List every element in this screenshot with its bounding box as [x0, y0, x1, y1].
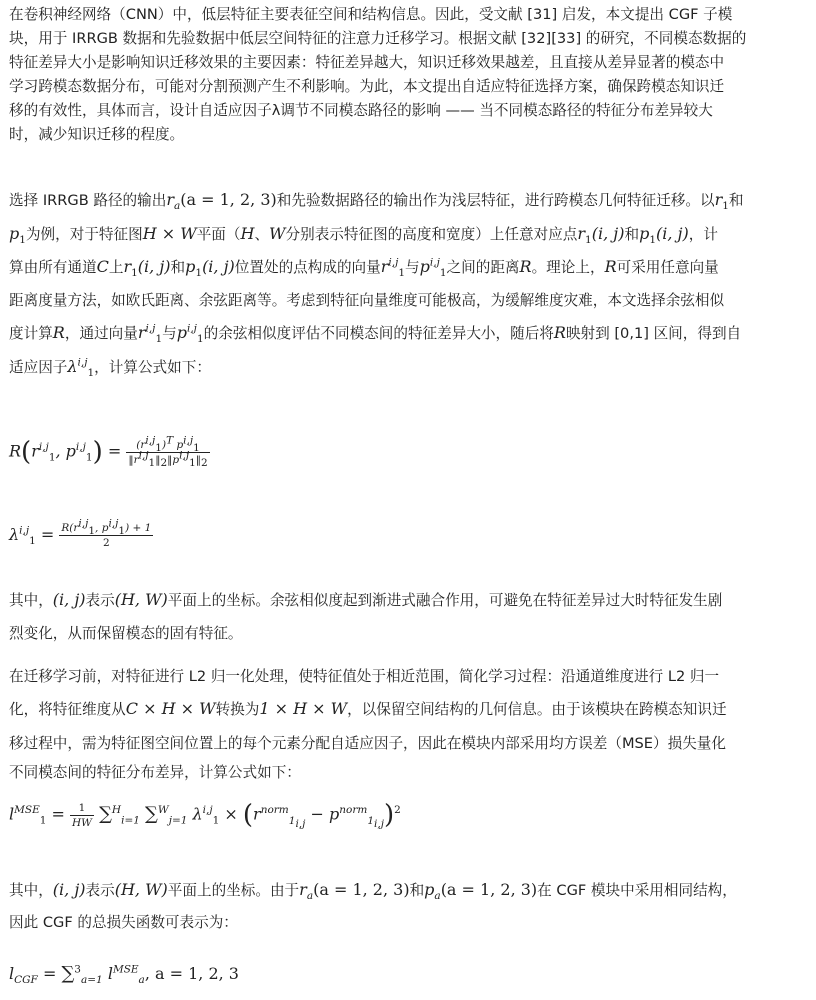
paragraph-intro — [9, 3, 805, 147]
paragraph-feature-selection — [9, 184, 805, 385]
math-inline: $r_1$ — [714, 190, 729, 213]
text-line: 在卷积神经网络（CNN）中，低层特征主要表征空间和结构信息。因此，受文献 [31] 启发，本文提出 CGF 子模 — [9, 6, 733, 23]
text-line: 特征差异大小是影响知识迁移效果的主要因素：特征差异越大，知识迁移效果越差，且直接从差异显著的模态中 — [9, 54, 725, 71]
text-line: 其中，(i, j)表示(H, W)平面上的坐标。余弦相似度起到渐进式融合作用，可避免在特征差异过大时特征发生剧 — [9, 590, 723, 609]
text-line: 烈变化，从而保留模态的固有特征。 — [9, 624, 243, 642]
text-line: 度计算R，通过向量$r^{i,j}_1$与$p^{i,j}_1$的余弦相似度评估不同模态间的特征差异大小，随后将R映射到 [0,1] 区间，得到自 — [9, 323, 742, 346]
math-inline: $r_1(i$, j) — [577, 223, 625, 246]
math-inline: $p_1(i$, j) — [639, 223, 689, 246]
equation-adaptive-factor: $\lambda^{i,j}_1$ = $\frac{R(r^{i,j}_1, p^{i,j}_1) + 1}{2}$ — [9, 517, 152, 549]
math-inline: R — [519, 257, 532, 277]
paragraph-coordinates-note — [9, 584, 805, 650]
text-line: 其中，(i, j)表示(H, W)平面上的坐标。由于$r_a(a = 1$, 2, 3)和$p_a(a = 1$, 2, 3)在 CGF 模块中采用相同结构， — [9, 880, 737, 903]
text-line: 在迁移学习前，对特征进行 L2 归一化处理，使特征值处于相近范围，简化学习过程：沿通道维度进行 L2 归一 — [9, 668, 720, 685]
paragraph-l2-normalization — [9, 662, 805, 785]
math-inline: $p_1(i$, j) — [185, 257, 235, 280]
text-line: 距离度量方法，如欧氏距离、余弦距离等。考虑到特征向量维度可能极高，为缓解维度灾难，本文选择余弦相似 — [9, 291, 725, 309]
text-line: 算由所有通道C上$r_1(i$, j)和$p_1(i$, j)位置处的点构成的向量$r^{i,j}_1$与$p^{i,j}_1$之间的距离R。理论上，R可采用任意向量 — [9, 256, 719, 280]
math-inline: (i, j) — [52, 590, 86, 609]
math-inline: R — [604, 257, 617, 277]
text-line: 因此 CGF 的总损失函数可表示为： — [9, 914, 238, 931]
math-inline: (i, j) — [52, 880, 86, 899]
math-inline: H — [240, 223, 255, 243]
math-inline: $p_a(a = 1$, 2, 3) — [424, 880, 538, 903]
math-inline: $r^{i,j}_1$ — [137, 323, 163, 346]
math-inline: (H, W) — [114, 590, 168, 609]
text-line: $p_1$为例，对于特征图H × W平面（H、W分别表示特征图的高度和宽度）上任意对应点$r_1(i$, j)和$p_1(i$, j)，计 — [9, 223, 718, 246]
math-inline: H × W — [142, 223, 197, 243]
text-line: 移的有效性，具体而言，设计自适应因子λ调节不同模态路径的影响 —— 当不同模态路径的特征分布差异较大 — [9, 102, 713, 119]
math-inline: (H, W) — [114, 880, 168, 899]
math-inline: R — [553, 323, 566, 343]
text-line: 化，将特征维度从C × H × W转换为1 × H × W，以保留空间结构的几何信息。由于该模块在跨模态知识迁 — [9, 699, 727, 718]
math-inline: $r_a(a = 1$, 2, 3) — [166, 190, 277, 213]
math-inline: $r_a(a = 1$, 2, 3) — [299, 880, 410, 903]
text-line: 学习跨模态数据分布，可能对分割预测产生不利影响。为此，本文提出自适应特征选择方案，确保跨模态知识迁 — [9, 78, 725, 95]
text-line: 移过程中，需为特征图空间位置上的每个元素分配自适应因子，因此在模块内部采用均方误差（MSE）损失量化 — [9, 735, 726, 752]
math-inline: $p_1$ — [9, 223, 26, 246]
paragraph-total-loss — [9, 873, 805, 938]
math-inline: $r^{i,j}_1$ — [380, 256, 406, 280]
math-inline: R — [52, 323, 65, 343]
math-inline: $p^{i,j}_1$ — [176, 323, 204, 346]
text-line: 选择 IRRGB 路径的输出$r_a(a = 1$, 2, 3)和先验数据路径的输出作为浅层特征，进行跨模态几何特征迁移。以$r_1$和 — [9, 190, 744, 213]
text-line: 时，减少知识迁移的程度。 — [9, 126, 185, 143]
text-line: 不同模态间的特征分布差异，计算公式如下： — [9, 764, 301, 781]
math-inline: C × H × W — [125, 699, 216, 718]
text-line: 适应因子$\lambda^{i,j}_1$，计算公式如下： — [9, 356, 211, 380]
math-inline: $p^{i,j}_1$ — [419, 256, 447, 280]
equation-cosine-similarity: $R(r^{i,j}_1$, $p^{i,j}_1$) = $\frac{(r^{i,j}_1)^T p^{i,j}_1}{‖r^{i,j}_1‖_2‖p^{i,j}_1‖_2}$ — [9, 434, 208, 469]
math-inline: $r_1(i$, j) — [123, 257, 171, 280]
math-inline: 1 × H × W — [259, 699, 348, 718]
equation-total-loss: $l_{CGF} = \sum^3_{a=1}$ $l^{MSE}_a$, a = 1, 2, 3 — [9, 963, 239, 987]
text-line: 块，用于 IRRGB 数据和先验数据中低层空间特征的注意力迁移学习。根据文献 [32][33] 的研究，不同模态数据的 — [9, 30, 747, 47]
equation-mse-loss: $l^{MSE}_1$ = $\frac{1}{HW}$ ∑$^H_{i=1}$ ∑$^W_{j=1}$ $\lambda^{i,j}_1 \times (r^{norm}_{1_{i,j}} - p^{norm}_{1_{i,j}})^2$ — [9, 800, 401, 830]
math-inline: C — [96, 257, 109, 277]
math-inline: $\lambda^{i,j}_1$ — [67, 356, 95, 380]
math-inline: W — [269, 223, 286, 243]
